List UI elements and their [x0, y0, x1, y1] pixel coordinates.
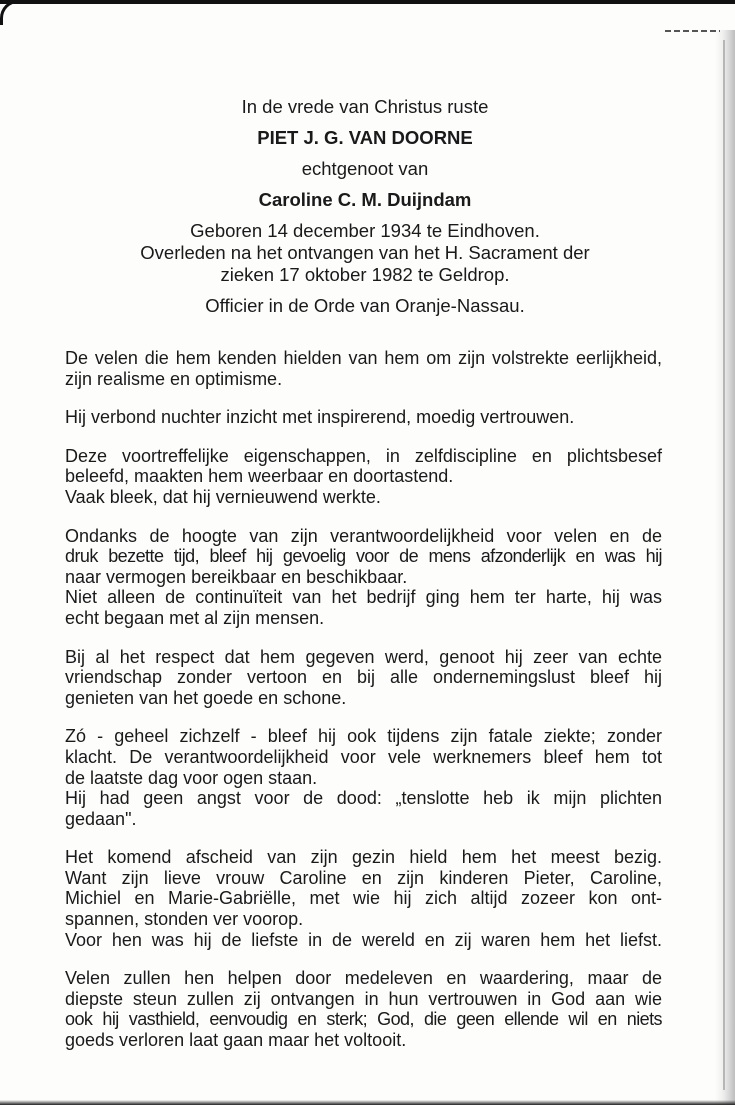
text-line: Deze voortreffelijke eigenschappen, in zelfdiscipline en plichtsbesef	[65, 445, 662, 466]
text-line: Het komend afscheid van zijn gezin hield hem het meest bezig.	[65, 847, 662, 868]
text-line: Zó - geheel zichzelf - bleef hij ook tijdens zijn fatale ziekte; zonder	[65, 726, 662, 747]
text-line: Hij had geen angst voor de dood: „tenslotte heb ik mijn plichten	[65, 788, 662, 809]
birth-line: Geboren 14 december 1934 te Eindhoven.	[190, 220, 540, 241]
text-line: Vaak bleek, dat hij vernieuwend werkte.	[65, 486, 381, 507]
text-line: goeds verloren laat gaan maar het voltooit.	[65, 1030, 407, 1051]
text-line: Voor hen was hij de liefste in de wereld en zij waren hem het liefst.	[65, 929, 662, 950]
text-line: vriendschap zonder vertoon en bij alle ondernemingslust bleef hij	[65, 667, 662, 688]
scan-mark	[665, 30, 720, 32]
text-line: Velen zullen hen helpen door medeleven en waardering, maar de	[65, 968, 662, 989]
death-line-2: zieken 17 oktober 1982 te Geldrop.	[220, 264, 510, 285]
text-line: Niet alleen de continuïteit van het bedrijf ging hem ter harte, hij was	[65, 587, 662, 608]
paragraph	[65, 726, 662, 829]
deceased-name: PIET J. G. VAN DOORNE	[257, 127, 473, 148]
spouse-name: Caroline C. M. Duijndam	[258, 189, 472, 210]
opening-line: In de vrede van Christus ruste	[241, 96, 489, 117]
text-line: gedaan".	[65, 808, 137, 829]
paragraph	[65, 647, 662, 709]
death-line-1: Overleden na het ontvangen van het H. Sacrament der	[140, 242, 590, 263]
paragraph	[65, 526, 662, 629]
text-line: Want zijn lieve vrouw Caroline en zijn kinderen Pieter, Caroline,	[65, 867, 662, 888]
text-line: echt begaan met al zijn mensen.	[65, 607, 325, 628]
text-line: Michiel en Marie-Gabriëlle, met wie hij zich altijd zozeer kon ont-	[65, 888, 662, 909]
memorial-text	[65, 348, 662, 1069]
card-top-edge	[0, 0, 735, 4]
text-line: De velen die hem kenden hielden van hem om zijn volstrekte eerlijkheid,	[65, 348, 662, 368]
text-line: Bij al het respect dat hem gegeven werd, genoot hij zeer van echte	[65, 646, 662, 667]
text-line: Hij verbond nuchter inzicht met inspirerend, moedig vertrouwen.	[65, 407, 575, 428]
text-line: druk bezette tijd, bleef hij gevoelig voor de mens afzonderlijk en was hij	[65, 546, 662, 567]
card-header	[60, 96, 670, 317]
honor-line: Officier in de Orde van Oranje-Nassau.	[205, 295, 525, 316]
card-right-shadow-line	[723, 40, 725, 1090]
paragraph	[65, 968, 662, 1050]
paragraph	[65, 446, 662, 508]
text-line: Ondanks de hoogte van zijn verantwoordelijkheid voor velen en de	[65, 525, 662, 546]
paragraph	[65, 348, 662, 389]
paragraph	[65, 407, 662, 428]
text-line: ook hij vasthield, eenvoudig en sterk; God, die geen ellende wil en niets	[65, 1009, 662, 1030]
paragraph	[65, 847, 662, 950]
text-line: spannen, stonden ver voorop.	[65, 909, 304, 930]
text-line: de laatste dag voor ogen staan.	[65, 767, 318, 788]
relation-line: echtgenoot van	[301, 158, 429, 179]
text-line: klacht. De verantwoordelijkheid voor vele werknemers bleef hem tot	[65, 746, 662, 767]
text-line: beleefd, maakten hem weerbaar en doortastend.	[65, 466, 454, 487]
text-line: naar vermogen bereikbaar en beschikbaar.	[65, 566, 408, 587]
card-bottom-edge	[0, 1100, 735, 1105]
text-line: genieten van het goede en schone.	[65, 687, 347, 708]
text-line: diepste steun zullen zij ontvangen in hun vertrouwen in God aan wie	[65, 988, 662, 1009]
card-right-edge	[715, 30, 735, 1105]
text-line: zijn realisme en optimisme.	[65, 368, 283, 389]
